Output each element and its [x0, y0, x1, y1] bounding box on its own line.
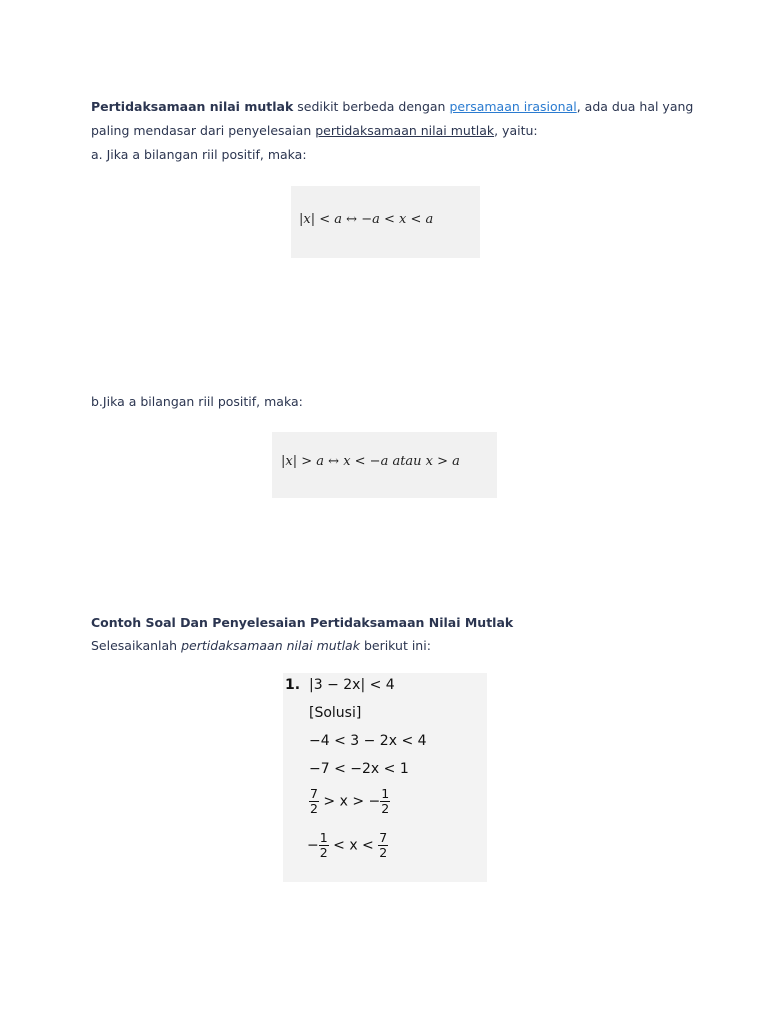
intro-line2-post: , yaitu: — [494, 123, 538, 138]
solution-box — [283, 673, 487, 882]
step3-frac1-num: 7 — [310, 786, 318, 801]
step4-frac1-den: 2 — [319, 845, 328, 860]
formula-b-rhs: x < −a atau x > a — [343, 454, 460, 469]
formula-b-lhs: |x| > a — [281, 454, 324, 469]
step4-frac2-den: 2 — [379, 845, 388, 860]
step4-frac2-num: 7 — [379, 830, 388, 845]
formula-a-lhs: |x| < a — [299, 212, 342, 227]
example-instruction — [91, 634, 431, 658]
intro-bold-term: Pertidaksamaan nilai mutlak — [91, 99, 294, 114]
formula-a-rhs: −a < x < a — [361, 212, 434, 227]
solution-label: [Solusi] — [309, 705, 362, 721]
intro-text-1: sedikit berbeda dengan — [293, 99, 450, 114]
step3-frac2-den: 2 — [381, 801, 390, 816]
step3-frac2-num: 1 — [381, 786, 390, 801]
intro-line-2 — [91, 119, 538, 143]
formula-b-box — [272, 432, 497, 498]
instruction-post: berikut ini: — [359, 638, 431, 653]
step4-prefix: − — [307, 837, 319, 854]
persamaan-irasional-link[interactable]: persamaan irasional — [449, 99, 577, 114]
intro-text-2: , ada dua hal yang — [576, 99, 694, 114]
solution-step-2: −7 < −2x < 1 — [309, 761, 409, 777]
solution-step-3 — [309, 787, 390, 816]
formula-a — [299, 212, 433, 227]
formula-a-box — [291, 186, 480, 258]
step4-fraction-2 — [378, 831, 388, 860]
solution-step-4 — [307, 831, 388, 860]
instruction-pre: Selesaikanlah — [91, 638, 182, 653]
step3-frac1-den: 2 — [310, 801, 318, 816]
example-heading: Contoh Soal Dan Penyelesaian Pertidaksamaan Nilai Mutlak — [91, 615, 514, 630]
step3-fraction-2 — [380, 787, 390, 816]
solution-number: 1. — [285, 677, 301, 693]
formula-a-arrow: ↔ — [346, 212, 358, 227]
step4-middle: < x < — [328, 837, 379, 854]
step4-fraction-1 — [319, 831, 329, 860]
intro-line-1 — [91, 95, 693, 119]
intro-line2-underlined: pertidaksamaan nilai mutlak — [315, 123, 495, 138]
step4-frac1-num: 1 — [319, 830, 328, 845]
formula-b — [281, 454, 460, 469]
step3-middle: > x > − — [318, 793, 381, 810]
intro-line2-pre: paling mendasar dari penyelesaian — [91, 123, 316, 138]
step3-fraction-1 — [309, 787, 319, 816]
instruction-italic: pertidaksamaan nilai mutlak — [181, 638, 360, 653]
solution-step-1: −4 < 3 − 2x < 4 — [309, 733, 427, 749]
solution-problem: |3 − 2x| < 4 — [309, 677, 395, 693]
case-b-label: b.Jika a bilangan riil positif, maka: — [91, 394, 303, 409]
case-a-label: a. Jika a bilangan riil positif, maka: — [91, 147, 307, 162]
formula-b-arrow: ↔ — [328, 454, 340, 469]
